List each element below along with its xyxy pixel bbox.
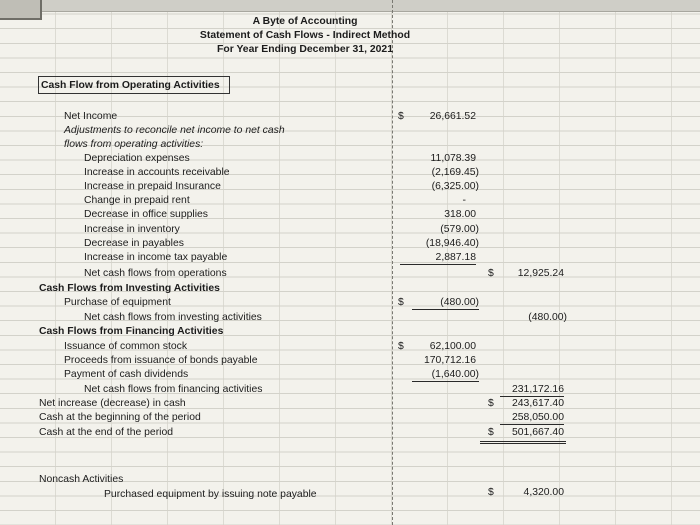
op-value-prepaid-rent: - [462,195,466,206]
adjustments-line2: flows from operating activities: [64,139,204,150]
op-value-office-supplies: 318.00 [444,209,476,220]
net-income-dollar: $ [398,111,404,122]
op-item-payables: Decrease in payables [84,238,184,249]
op-value-depreciation: 11,078.39 [430,153,476,164]
op-value-receivable: (2,169.45) [431,167,479,178]
op-item-receivable: Increase in accounts receivable [84,167,230,178]
fin-item-dividends: Payment of cash dividends [64,369,189,380]
net-operating-value: 12,925.24 [517,268,564,279]
fin-item-bonds: Proceeds from issuance of bonds payable [64,355,258,366]
net-income-label: Net Income [64,111,118,122]
select-all-corner[interactable] [0,0,42,20]
purchase-equipment-value: (480.00) [412,296,479,310]
op-value-payables: (18,946.40) [425,238,479,249]
net-financing-value: 231,172.16 [500,383,564,397]
op-value-inventory: (579.00) [440,224,479,235]
net-operating-dollar: $ [488,268,494,279]
noncash-value: 4,320.00 [523,487,564,498]
noncash-item-label: Purchased equipment by issuing note payable [104,489,317,500]
purchase-equipment-label: Purchase of equipment [64,297,171,308]
statement-title: Statement of Cash Flows - Indirect Method [199,30,411,41]
financing-dollar: $ [398,341,404,352]
fin-value-dividends: (1,640.00) [412,368,479,382]
net-change-label: Net increase (decrease) in cash [39,398,186,409]
page-break-line [392,0,393,525]
noncash-section-label: Noncash Activities [39,474,124,485]
period-title: For Year Ending December 31, 2021 [217,44,393,55]
beginning-cash-label: Cash at the beginning of the period [39,412,201,423]
net-change-dollar: $ [488,398,494,409]
op-value-prepaid-insurance: (6,325.00) [431,181,479,192]
column-header-bar [0,0,700,12]
ending-cash-label: Cash at the end of the period [39,427,174,438]
double-underline-2 [480,443,566,444]
net-change-value: 243,617.40 [511,398,564,409]
fin-item-common-stock: Issuance of common stock [64,341,188,352]
net-income-value: 26,661.52 [429,111,476,122]
purchase-equipment-dollar: $ [398,297,404,308]
op-item-prepaid-rent: Change in prepaid rent [84,195,190,206]
ending-cash-dollar: $ [488,427,494,438]
op-item-prepaid-insurance: Increase in prepaid Insurance [84,181,221,192]
ending-cash-value: 501,667.40 [511,427,564,438]
company-title: A Byte of Accounting [252,16,358,27]
op-item-depreciation: Depreciation expenses [84,153,190,164]
operating-section-label: Cash Flow from Operating Activities [41,80,220,91]
net-investing-label: Net cash flows from investing activities [84,312,262,323]
noncash-dollar: $ [488,487,494,498]
investing-section-label: Cash Flows from Investing Activities [39,283,220,294]
op-value-income-tax: 2,887.18 [400,251,476,265]
financing-section-label: Cash Flows from Financing Activities [39,326,224,337]
double-underline-1 [480,441,566,442]
op-item-income-tax: Increase in income tax payable [84,252,228,263]
fin-value-bonds: 170,712.16 [423,355,476,366]
op-item-inventory: Increase in inventory [84,224,180,235]
net-investing-value: (480.00) [528,312,567,323]
beginning-cash-value: 258,050.00 [500,411,564,425]
net-operating-label: Net cash flows from operations [84,268,227,279]
net-financing-label: Net cash flows from financing activities [84,384,263,395]
fin-value-common-stock: 62,100.00 [429,341,476,352]
op-item-office-supplies: Decrease in office supplies [84,209,208,220]
adjustments-line1: Adjustments to reconcile net income to net cash [64,125,285,136]
